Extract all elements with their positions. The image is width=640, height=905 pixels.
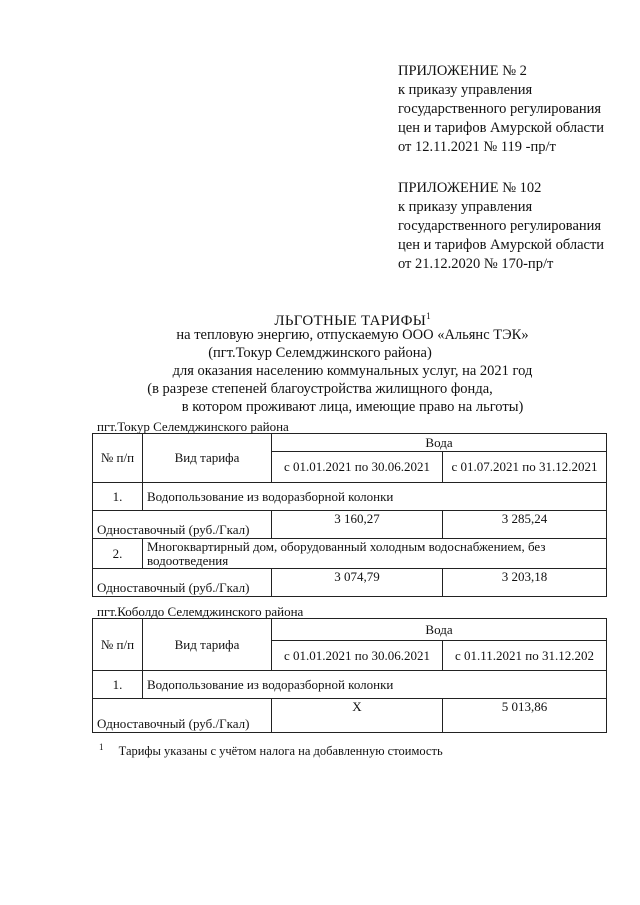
tariff-value-period1: 3 160,27 bbox=[272, 511, 443, 539]
footnote-mark: 1 bbox=[99, 742, 104, 752]
heading-line: на тепловую энергию, отпускаемую ООО «Альянс ТЭК» bbox=[176, 327, 529, 343]
heading-line: в котором проживают лица, имеющие право на льготы) bbox=[181, 399, 524, 415]
col-type-header: Вид тарифа bbox=[143, 434, 272, 483]
appendix-block-1 bbox=[398, 62, 604, 157]
appendix-line: цен и тарифов Амурской области bbox=[398, 237, 605, 253]
appendix-line: к приказу управления bbox=[398, 82, 533, 98]
period2-header: с 01.11.2021 по 31.12.202 bbox=[443, 641, 607, 671]
period1-header: с 01.01.2021 по 30.06.2021 bbox=[272, 452, 443, 483]
appendix-title: ПРИЛОЖЕНИЕ № 2 bbox=[398, 63, 527, 79]
col-group-header: Вода bbox=[272, 434, 607, 452]
heading-line: (пгт.Токур Селемджинского района) bbox=[208, 345, 432, 361]
row-desc: Водопользование из водоразборной колонки bbox=[143, 671, 607, 699]
title-footnote-mark: 1 bbox=[426, 311, 431, 321]
appendix-line: цен и тарифов Амурской области bbox=[398, 120, 605, 136]
appendix-line: от 21.12.2020 № 170-пр/т bbox=[398, 256, 554, 272]
appendix-line: государственного регулирования bbox=[398, 101, 602, 117]
col-group-header: Вода bbox=[272, 619, 607, 641]
col-num-header: № п/п bbox=[93, 434, 143, 483]
tariff-value-period2: 5 013,86 bbox=[443, 699, 607, 733]
row-desc: Водопользование из водоразборной колонки bbox=[143, 483, 607, 511]
period1-header: с 01.01.2021 по 30.06.2021 bbox=[272, 641, 443, 671]
tariff-type: Одноставочный (руб./Гкал) bbox=[93, 569, 272, 597]
footnote-text: Тарифы указаны с учётом налога на добавленную стоимость bbox=[118, 744, 443, 759]
period2-header: с 01.07.2021 по 31.12.2021 bbox=[443, 452, 607, 483]
appendix-line: к приказу управления bbox=[398, 199, 533, 215]
tariff-type: Одноставочный (руб./Гкал) bbox=[93, 511, 272, 539]
tariff-table-2 bbox=[92, 618, 607, 733]
col-type-header: Вид тарифа bbox=[143, 619, 272, 671]
row-num: 2. bbox=[93, 539, 143, 569]
row-desc: Многоквартирный дом, оборудованный холодным водоснабжением, без водоотведения bbox=[143, 539, 607, 569]
heading-line: для оказания населению коммунальных услуг, на 2021 год bbox=[172, 363, 533, 379]
tariff-value-period2: 3 285,24 bbox=[443, 511, 607, 539]
table2-location: пгт.Коболдо Селемджинского района bbox=[97, 604, 304, 619]
appendix-title: ПРИЛОЖЕНИЕ № 102 bbox=[398, 180, 542, 196]
tariff-value-period2: 3 203,18 bbox=[443, 569, 607, 597]
tariff-value-period1: Х bbox=[272, 699, 443, 733]
heading-line: (в разрезе степеней благоустройства жилищного фонда, bbox=[147, 381, 493, 397]
row-num: 1. bbox=[93, 483, 143, 511]
table1-location: пгт.Токур Селемджинского района bbox=[97, 419, 289, 434]
tariff-value-period1: 3 074,79 bbox=[272, 569, 443, 597]
row-num: 1. bbox=[93, 671, 143, 699]
appendix-line: государственного регулирования bbox=[398, 218, 602, 234]
tariff-type: Одноставочный (руб./Гкал) bbox=[93, 699, 272, 733]
footnote bbox=[99, 742, 443, 759]
appendix-block-2 bbox=[398, 179, 604, 274]
col-num-header: № п/п bbox=[93, 619, 143, 671]
appendix-line: от 12.11.2021 № 119 -пр/т bbox=[398, 139, 556, 155]
tariff-table-1 bbox=[92, 433, 607, 597]
title-text: ЛЬГОТНЫЕ ТАРИФЫ bbox=[274, 312, 427, 329]
